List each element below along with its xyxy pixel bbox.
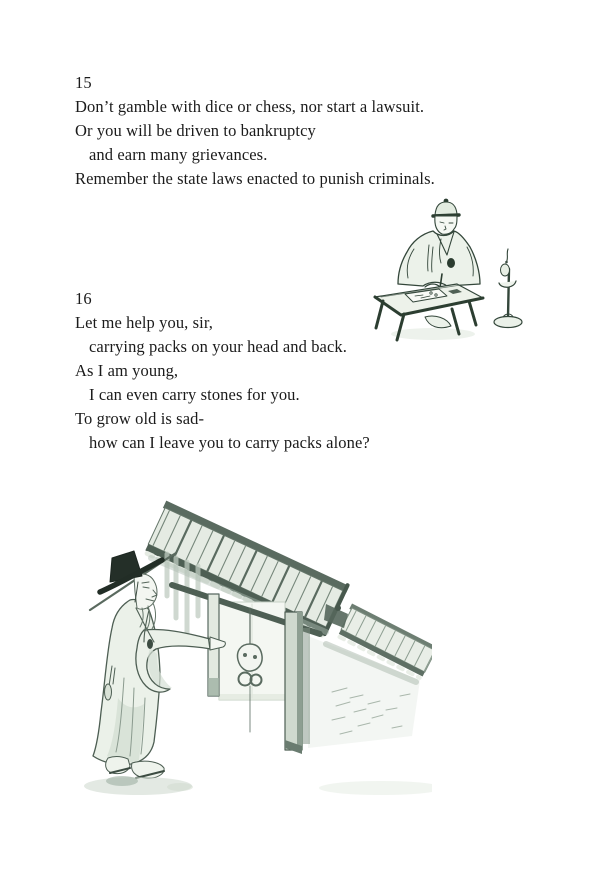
scribe-figure [398,199,480,288]
poem-line: how can I leave you to carry packs alone? [89,433,370,452]
poem-line: As I am young, [75,361,179,380]
man-at-gate-illustration [76,496,432,808]
poem-16 [75,287,370,455]
poem-line: To grow old is sad- [75,409,205,428]
poem-line: Don’t gamble with dice or chess, nor start a lawsuit. [75,97,425,116]
poem-line: Or you will be driven to bankruptcy [75,121,316,140]
poem-line: I can even carry stones for you. [89,385,300,404]
poem-number: 16 [75,289,92,308]
man-figure [90,551,225,778]
poem-line: Let me help you, sir, [75,313,213,332]
poem-line: Remember the state laws enacted to punish criminals. [75,169,435,188]
poem-number: 15 [75,73,92,92]
candlestick [494,249,522,328]
low-desk [375,284,483,340]
ground-wash [84,776,193,795]
seated-scribe-illustration [363,197,535,347]
poem-line: carrying packs on your head and back. [89,337,347,356]
poem-line: and earn many grievances. [89,145,268,164]
poem-15 [75,71,435,191]
